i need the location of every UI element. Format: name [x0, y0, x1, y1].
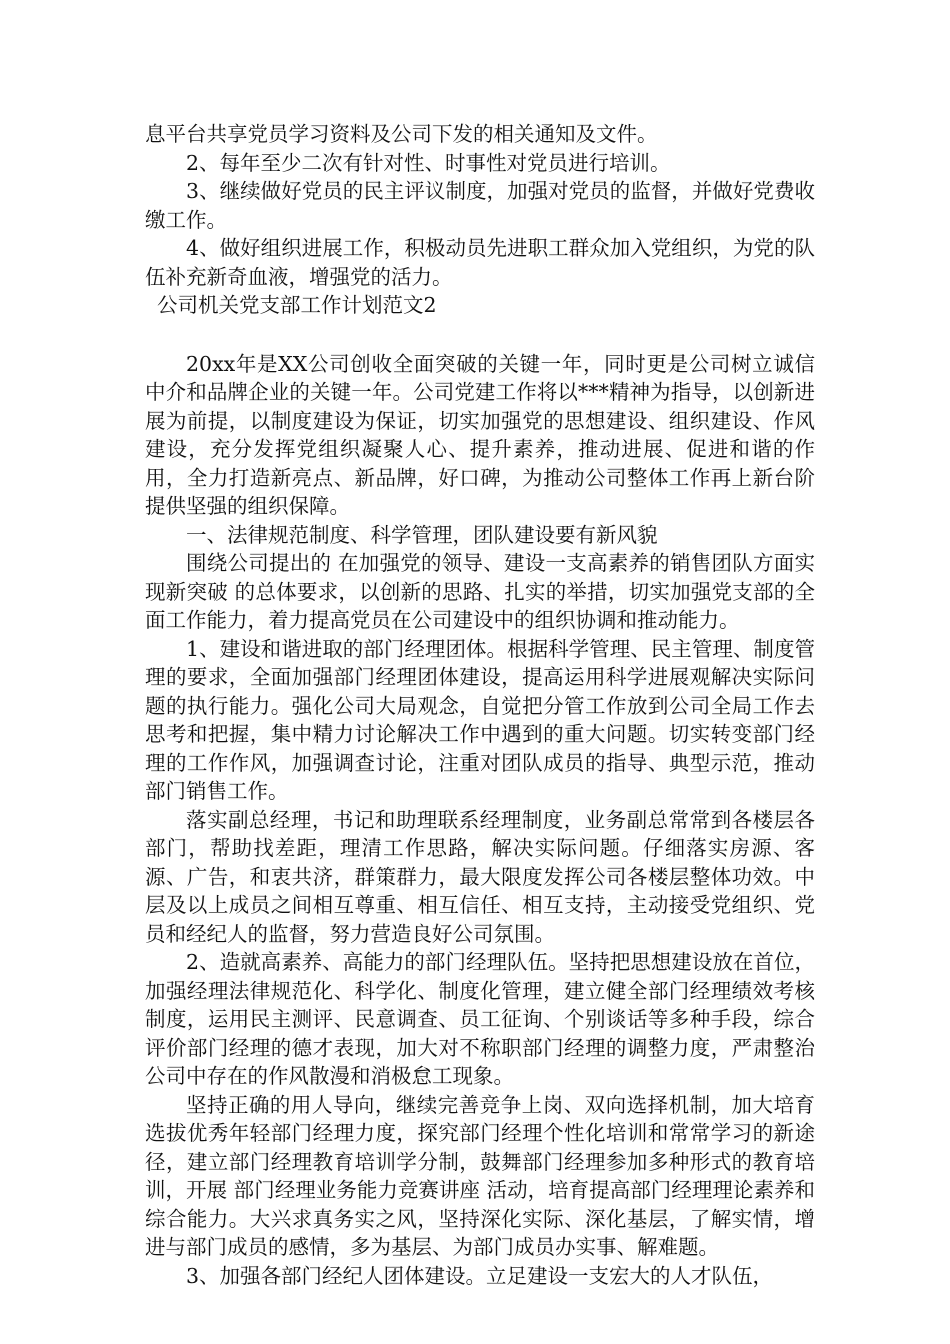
paragraph-item-2: 2、每年至少二次有针对性、时事性对党员进行培训。 — [186, 150, 671, 175]
document-body — [145, 120, 815, 1290]
paragraph-manager-quality: 2、造就高素养、高能力的部门经理队伍。坚持把思想建设放在首位，加强经理法律规范化、科学化、制度化管理，建立健全部门经理绩效考核制度，运用民主测评、民意调查、员工征询、个别谈话等多种手段，综合评价部门经理的德才表现，加大对不称职部门经理的调整力度，严肃整治公司中存在的作风散漫和消极怠工现象。 — [145, 950, 815, 1088]
paragraph-requirement: 围绕公司提出的 在加强党的领导、建设一支高素养的销售团队方面实现新突破 的总体要求，以创新的思路、扎实的举措，切实加强党支部的全面工作能力，着力提高党员在公司建设中的组织协调和推动能力。 — [145, 551, 815, 632]
paragraph-manager-team: 1、建设和谐进取的部门经理团体。根据科学管理、民主管理、制度管理的要求，全面加强部门经理团体建设，提高运用科学进展观解决实际问题的执行能力。强化公司大局观念，自觉把分管工作放到公司全局工作去思考和把握，集中精力讨论解决工作中遇到的重大问题。切实转变部门经理的工作作风，加强调查讨论，注重对团队成员的指导、典型示范，推动部门销售工作。 — [145, 636, 815, 803]
blank-line — [145, 320, 815, 350]
paragraph-intro: 20xx年是XX公司创收全面突破的关键一年，同时更是公司树立诚信中介和品牌企业的关键一年。公司党建工作将以***精神为指导，以创新进展为前提，以制度建设为保证，切实加强党的思想建设、组织建设、作风建设，充分发挥党组织凝聚人心、提升素养，推动进展、促进和谐的作用，全力打造新亮点、新品牌，好口碑，为推动公司整体工作再上新台阶提供坚强的组织保障。 — [145, 351, 815, 518]
paragraph-continuation: 息平台共享党员学习资料及公司下发的相关通知及文件。 — [145, 122, 658, 146]
paragraph-item-3: 3、继续做好党员的民主评议制度，加强对党员的监督，并做好党费收缴工作。 — [145, 179, 815, 232]
paragraph-broker-team: 3、加强各部门经纪人团体建设。立足建设一支宏大的人才队伍， — [186, 1263, 774, 1288]
paragraph-employment-guidance: 坚持正确的用人导向，继续完善竞争上岗、双向选择机制，加大培育选拔优秀年轻部门经理力度，探究部门经理个性化培训和常常学习的新途径，建立部门经理教育培训学分制，鼓舞部门经理参加多种形式的教育培训，开展 部门经理业务能力竞赛讲座 活动，培育提高部门经理理论素养和综合能力。大兴求真务实之风，坚持深化实际、深化基层，了解实情，增进与部门成员的感情，多为基层、为部门成员办实事、解难题。 — [145, 1092, 815, 1259]
paragraph-item-4: 4、做好组织进展工作，积极动员先进职工群众加入党组织，为党的队伍补充新奇血液，增强党的活力。 — [145, 236, 815, 289]
paragraph-contact-system: 落实副总经理，书记和助理联系经理制度，业务副总常常到各楼层各部门，帮助找差距，理清工作思路，解决实际问题。仔细落实房源、客源、广告，和衷共济，群策群力，最大限度发挥公司各楼层整体功效。中层及以上成员之间相互尊重、相互信任、相互支持，主动接受党组织、党员和经纪人的监督，努力营造良好公司氛围。 — [145, 807, 815, 946]
section-heading-1: 一、法律规范制度、科学管理，团队建设要有新风貌 — [186, 522, 658, 547]
section-title: 公司机关党支部工作计划范文2 — [157, 293, 437, 317]
